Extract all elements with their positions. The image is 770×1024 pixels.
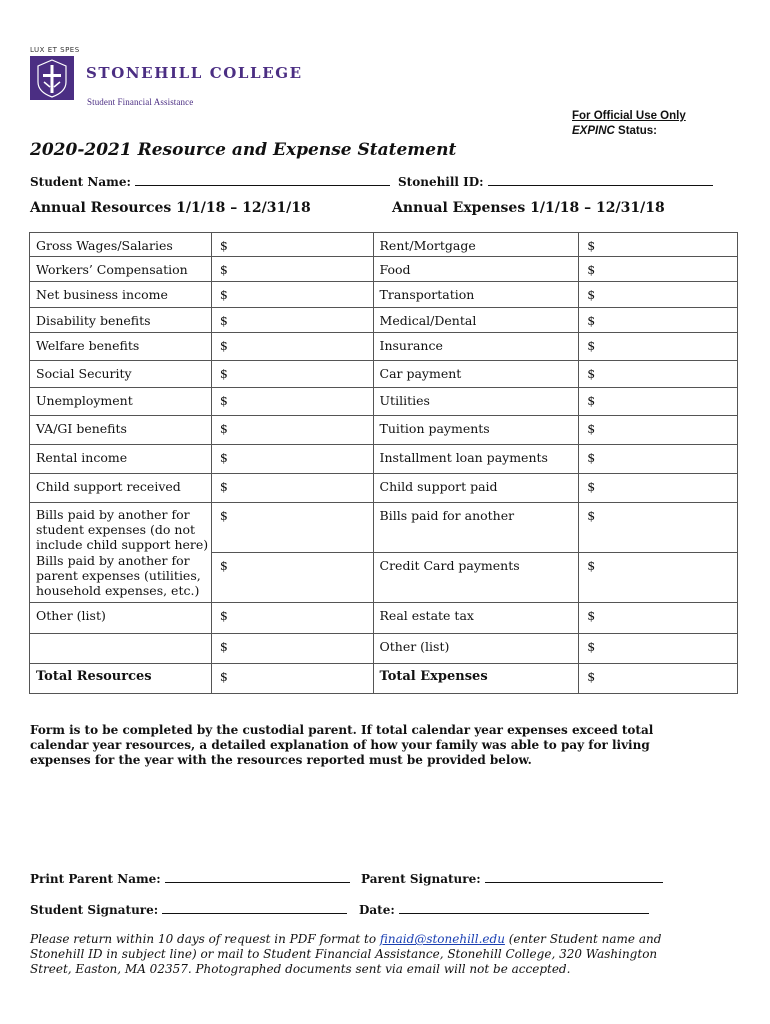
expense-amount-field[interactable]: [579, 503, 738, 553]
expense-amount-field-text: $: [587, 338, 596, 353]
expense-label-text: Food: [379, 262, 411, 277]
print-parent-name-field[interactable]: [165, 870, 350, 883]
expense-label-text: Rent/Mortgage: [379, 238, 476, 253]
expense-label-text: Medical/Dental: [379, 313, 477, 328]
expense-amount-field-text: $: [587, 479, 596, 494]
expense-label: [373, 474, 579, 503]
expense-label-text: Bills paid for another: [379, 508, 515, 523]
resource-expense-table: [29, 232, 738, 694]
expense-label: [373, 445, 579, 474]
resource-amount-field-text: $: [219, 479, 228, 494]
expense-amount-field[interactable]: [579, 333, 738, 361]
resource-label-text: Disability benefits: [36, 313, 151, 328]
expense-label: [373, 233, 579, 257]
resource-label-text: Social Security: [36, 366, 132, 381]
email-link[interactable]: finaid@stonehill.edu: [379, 932, 505, 946]
expense-amount-field-text: $: [587, 639, 596, 654]
table-row: [30, 233, 738, 257]
expense-label: [373, 553, 579, 603]
expense-label-text: Installment loan payments: [379, 450, 548, 465]
resource-label-text: Welfare benefits: [36, 338, 140, 353]
student-signature-label: Student Signature:: [30, 903, 159, 917]
expense-label: [373, 503, 579, 553]
total-expenses-amount-field[interactable]: [579, 664, 738, 694]
resource-amount-field-text: $: [219, 287, 228, 302]
expinc-status: [572, 125, 657, 137]
resource-amount-field-text: $: [219, 608, 228, 623]
college-name: STONEHILL COLLEGE: [86, 64, 303, 82]
resource-label-text: Gross Wages/Salaries: [36, 238, 173, 253]
resource-amount-field-text: $: [219, 238, 228, 253]
expense-amount-field[interactable]: [579, 257, 738, 282]
expense-amount-field[interactable]: [579, 603, 738, 634]
resource-amount-field-text: $: [219, 508, 228, 523]
expense-label-text: Child support paid: [379, 479, 498, 494]
resource-label: [30, 361, 212, 388]
table-row: [30, 308, 738, 333]
expense-label-text: Tuition payments: [379, 421, 490, 436]
expense-amount-field-text: $: [587, 450, 596, 465]
resource-label-text: Child support received: [36, 479, 181, 494]
table-row: [30, 282, 738, 308]
expense-amount-field[interactable]: [579, 388, 738, 416]
resource-label: [30, 634, 212, 664]
resource-amount-field-text: $: [219, 262, 228, 277]
resource-label: [30, 416, 212, 445]
resource-label: [30, 388, 212, 416]
table-row: [30, 603, 738, 634]
resource-label: [30, 503, 212, 553]
table-row: [30, 553, 738, 603]
resource-label-text: Bills paid by another for student expenses (do not include child support here): [36, 507, 209, 552]
table-row: [30, 474, 738, 503]
table-row: [30, 388, 738, 416]
resource-label-text: Unemployment: [36, 393, 133, 408]
stonehill-id-field[interactable]: [488, 173, 713, 186]
table-row: [30, 445, 738, 474]
expense-label-text: Other (list): [379, 639, 450, 654]
resource-amount-field[interactable]: [211, 634, 373, 664]
table-row: [30, 361, 738, 388]
expense-label-text: Transportation: [379, 287, 475, 302]
footer-instructions: [30, 932, 680, 977]
resource-amount-field-text: $: [219, 338, 228, 353]
table-row: [30, 503, 738, 553]
date-field[interactable]: [399, 901, 649, 914]
expense-label-text: Real estate tax: [379, 608, 474, 623]
expense-amount-field[interactable]: [579, 416, 738, 445]
resource-amount-field[interactable]: [211, 503, 373, 553]
resource-amount-field[interactable]: [211, 388, 373, 416]
resource-amount-field[interactable]: [211, 416, 373, 445]
resource-amount-field[interactable]: [211, 553, 373, 603]
resource-amount-field-text: $: [219, 393, 228, 408]
resource-amount-field[interactable]: [211, 233, 373, 257]
resource-label-text: VA/GI benefits: [36, 421, 127, 436]
total-resources-label-text: Total Resources: [36, 669, 152, 684]
parent-signature-label: Parent Signature:: [361, 872, 481, 886]
resource-amount-field[interactable]: [211, 333, 373, 361]
resource-label: [30, 553, 212, 603]
expense-amount-field-text: $: [587, 608, 596, 623]
totals-row: [30, 664, 738, 694]
footer-text-after: (enter Student name and Stonehill ID in subject line) or mail to Student Financial Assistance, Stonehill College, 320 Washington Street, Easton, MA 02357. Photographed documents sent via email will not be accepted.: [30, 932, 662, 976]
expense-amount-field[interactable]: [579, 553, 738, 603]
resource-amount-field-text: $: [219, 313, 228, 328]
resource-label: [30, 445, 212, 474]
resource-amount-field[interactable]: [211, 282, 373, 308]
resource-label: [30, 308, 212, 333]
resource-amount-field[interactable]: [211, 257, 373, 282]
resource-amount-field-text: $: [219, 639, 228, 654]
resource-label-text: Workers’ Compensation: [36, 262, 188, 277]
expense-label: [373, 603, 579, 634]
expense-amount-field[interactable]: [579, 474, 738, 503]
expense-amount-field-text: $: [587, 262, 596, 277]
resource-label: [30, 233, 212, 257]
college-motto: LUX ET SPES: [30, 46, 80, 54]
expense-amount-field-text: $: [587, 238, 596, 253]
resource-label: [30, 603, 212, 634]
table-row: [30, 634, 738, 664]
department-name: Student Financial Assistance: [87, 97, 194, 107]
expense-amount-field[interactable]: [579, 361, 738, 388]
resource-label-text: Bills paid by another for parent expenses (utilities, household expenses, etc.): [36, 552, 201, 598]
total-expenses-amount-field-text: $: [587, 669, 596, 684]
resource-amount-field[interactable]: [211, 445, 373, 474]
form-title: 2020-2021 Resource and Expense Statement: [30, 140, 457, 160]
expense-label: [373, 634, 579, 664]
expense-amount-field[interactable]: [579, 634, 738, 664]
expense-label: [373, 333, 579, 361]
total-expenses-label: [373, 664, 579, 694]
expense-label: [373, 416, 579, 445]
resource-label-text: Rental income: [36, 450, 128, 465]
expenses-heading: Annual Expenses 1/1/18 – 12/31/18: [392, 200, 665, 216]
date-row: [359, 901, 649, 917]
total-resources-amount-field-text: $: [219, 669, 228, 684]
instructions-text: Form is to be completed by the custodial parent. If total calendar year expenses exceed total calendar year resources, a detailed explanation of how your family was able to pay for living expenses for the year with the resources reported must be provided below.: [30, 723, 654, 767]
date-label: Date:: [359, 903, 395, 917]
expense-label-text: Utilities: [379, 393, 430, 408]
table-row: [30, 416, 738, 445]
expense-label: [373, 308, 579, 333]
resources-heading: Annual Resources 1/1/18 – 12/31/18: [30, 200, 311, 216]
expense-amount-field[interactable]: [579, 282, 738, 308]
college-seal-logo: [30, 56, 74, 100]
expense-amount-field-text: $: [587, 287, 596, 302]
student-name-label: Student Name:: [30, 175, 131, 189]
expinc-code: EXPINC: [572, 125, 615, 137]
student-name-field[interactable]: [135, 173, 390, 186]
expinc-status-label: Status:: [618, 125, 658, 137]
parent-signature-field[interactable]: [485, 870, 663, 883]
expense-label: [373, 282, 579, 308]
resource-amount-field[interactable]: [211, 308, 373, 333]
total-expenses-label-text: Total Expenses: [379, 669, 488, 684]
resource-amount-field-text: $: [219, 366, 228, 381]
official-use-label: For Official Use Only: [572, 110, 686, 122]
table-row: [30, 333, 738, 361]
parent-signature-row: [361, 870, 663, 886]
expense-amount-field-text: $: [587, 393, 596, 408]
resource-label: [30, 257, 212, 282]
expense-label-text: Insurance: [379, 338, 443, 353]
resource-label: [30, 333, 212, 361]
expense-amount-field-text: $: [587, 558, 596, 573]
expense-amount-field[interactable]: [579, 308, 738, 333]
resource-amount-field-text: $: [219, 450, 228, 465]
resource-label-text: [36, 634, 211, 639]
resource-amount-field-text: $: [219, 421, 228, 436]
expense-amount-field[interactable]: [579, 233, 738, 257]
expense-amount-field-text: $: [587, 508, 596, 523]
expense-label-text: Car payment: [379, 366, 462, 381]
footer-text-before: Please return within 10 days of request in PDF format to: [30, 932, 380, 946]
stonehill-id-row: [398, 173, 713, 189]
resource-label-text: Other (list): [36, 608, 106, 623]
resource-amount-field-text: $: [219, 558, 228, 573]
resource-label: [30, 282, 212, 308]
expense-amount-field-text: $: [587, 366, 596, 381]
resource-amount-field[interactable]: [211, 474, 373, 503]
expense-label: [373, 388, 579, 416]
expense-label: [373, 361, 579, 388]
expense-amount-field[interactable]: [579, 445, 738, 474]
print-parent-name-label: Print Parent Name:: [30, 872, 161, 886]
resource-amount-field[interactable]: [211, 603, 373, 634]
resource-label-text: Net business income: [36, 287, 168, 302]
print-parent-name-row: [30, 870, 350, 886]
student-signature-field[interactable]: [162, 901, 347, 914]
stonehill-id-label: Stonehill ID:: [398, 175, 484, 189]
expense-label-text: Credit Card payments: [379, 558, 520, 573]
total-resources-label: [30, 664, 212, 694]
total-resources-amount-field[interactable]: [211, 664, 373, 694]
expense-label: [373, 257, 579, 282]
student-name-row: [30, 173, 390, 189]
table-row: [30, 257, 738, 282]
student-signature-row: [30, 901, 347, 917]
resource-amount-field[interactable]: [211, 361, 373, 388]
expense-amount-field-text: $: [587, 313, 596, 328]
resource-label: [30, 474, 212, 503]
expense-amount-field-text: $: [587, 421, 596, 436]
